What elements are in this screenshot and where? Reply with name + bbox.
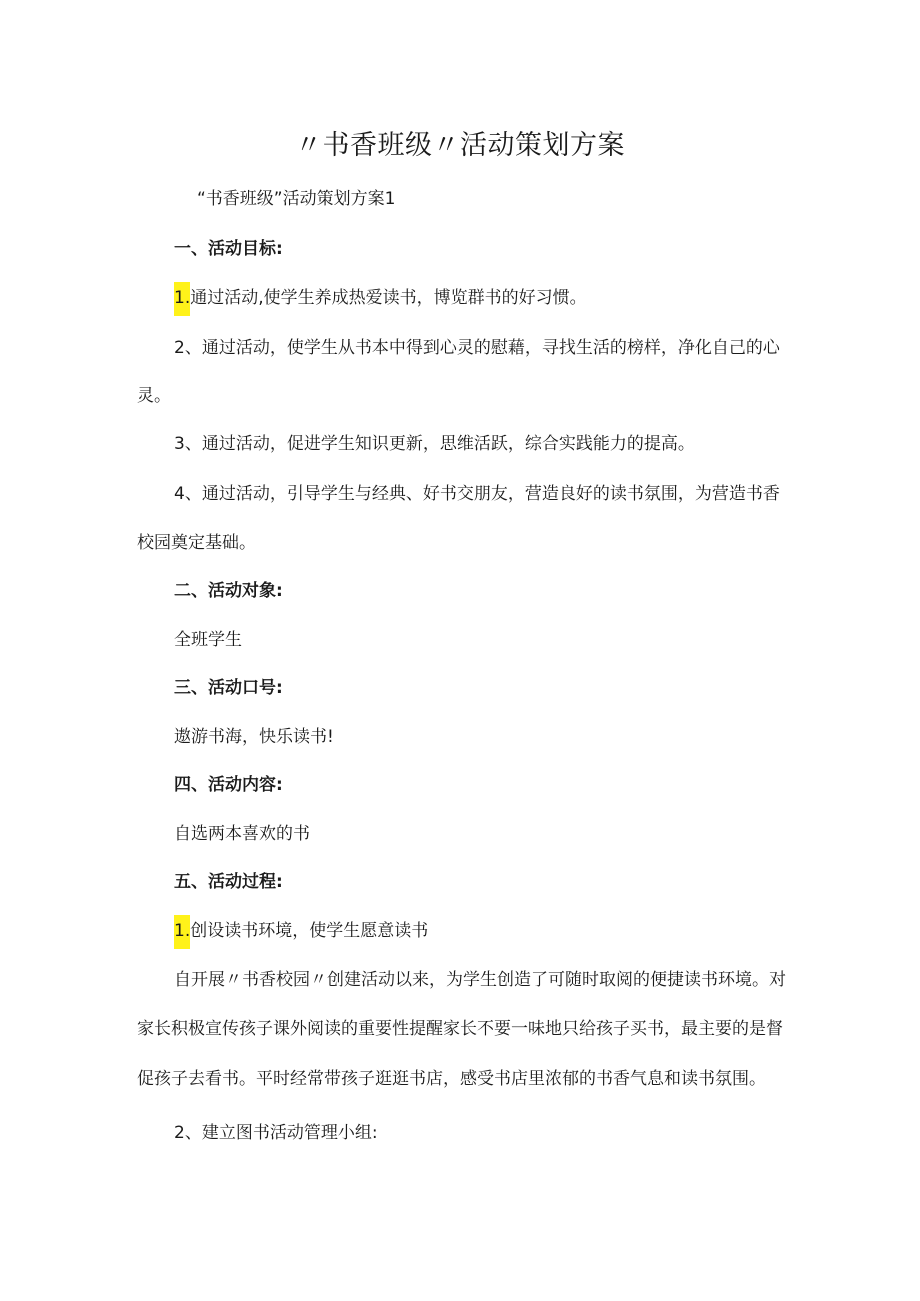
- process-item-1: [174, 919, 428, 943]
- goal-item-4-line-1: 4、通过活动，引导学生与经典、好书交朋友，营造良好的读书氛围，为营造书香: [174, 484, 780, 504]
- process-paragraph-line-1: 自开展〃书香校园〃创建活动以来，为学生创造了可随时取阅的便捷读书环境。对: [174, 970, 786, 990]
- goal-item-3: 3、通过活动，促进学生知识更新，思维活跃，综合实践能力的提高。: [174, 434, 695, 454]
- section-heading-slogan: 三、活动口号:: [174, 678, 283, 698]
- process-item-2: 2、建立图书活动管理小组:: [174, 1123, 378, 1143]
- goal-item-2-line-2: 灵。: [137, 386, 171, 406]
- process-paragraph-line-3: 促孩子去看书。平时经常带孩子逛逛书店，感受书店里浓郁的书香气息和读书氛围。: [137, 1069, 766, 1089]
- content-text: 自选两本喜欢的书: [174, 824, 310, 844]
- document-title: 〃书香班级〃活动策划方案: [295, 130, 625, 161]
- goal-item-1-text: 通过活动,使学生养成热爱读书，博览群书的好习惯。: [190, 288, 587, 308]
- section-heading-process: 五、活动过程:: [174, 872, 283, 892]
- list-number-highlight: 1.: [174, 282, 190, 316]
- process-item-1-text: 创设读书环境，使学生愿意读书: [190, 921, 429, 941]
- slogan-text: 遨游书海，快乐读书!: [174, 727, 334, 747]
- goal-item-1: [174, 286, 587, 310]
- list-number-highlight: 1.: [174, 915, 190, 949]
- document-subtitle: “书香班级”活动策划方案1: [197, 189, 396, 209]
- goal-item-2-line-1: 2、通过活动，使学生从书本中得到心灵的慰藉，寻找生活的榜样，净化自己的心: [174, 338, 780, 358]
- goal-item-4-line-2: 校园奠定基础。: [137, 533, 256, 553]
- target-text: 全班学生: [174, 630, 242, 650]
- process-paragraph-line-2: 家长积极宣传孩子课外阅读的重要性提醒家长不要一味地只给孩子买书，最主要的是督: [137, 1019, 783, 1039]
- section-heading-goals: 一、活动目标:: [174, 239, 283, 259]
- section-heading-target: 二、活动对象:: [174, 581, 283, 601]
- section-heading-content: 四、活动内容:: [174, 775, 283, 795]
